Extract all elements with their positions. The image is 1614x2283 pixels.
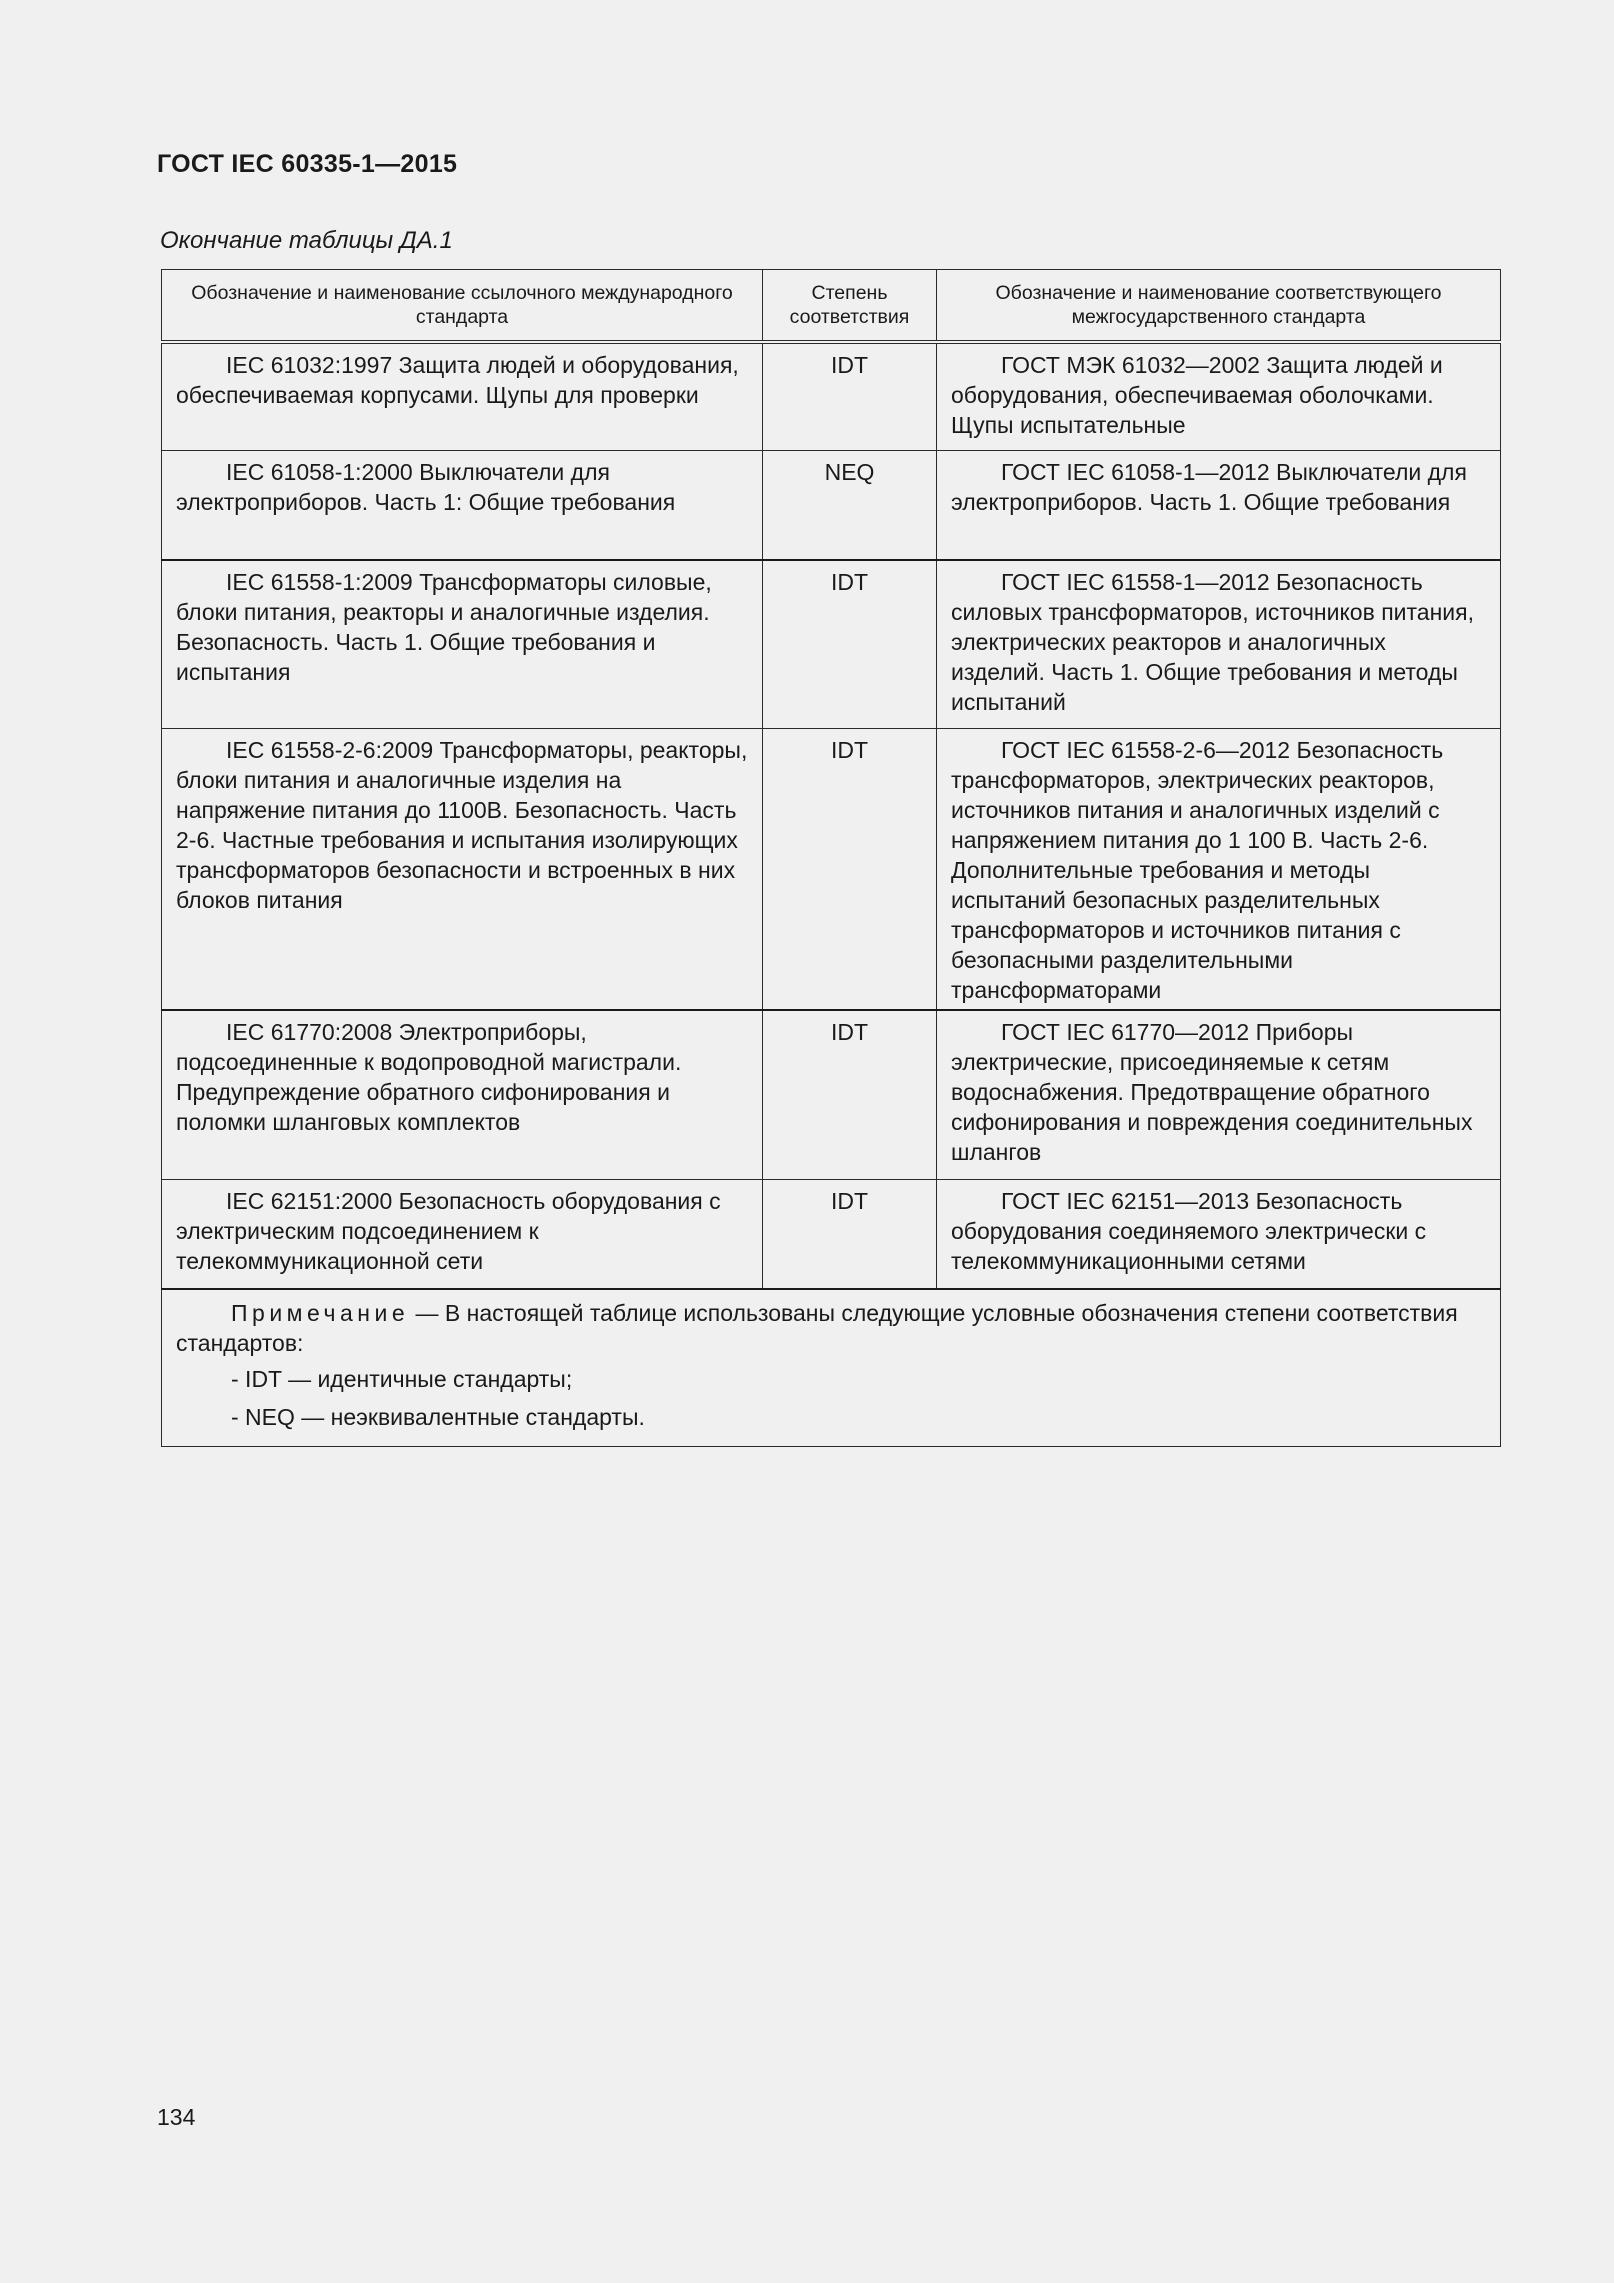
- column-header-degree: Степень соответствия: [763, 270, 937, 342]
- page-number: 134: [157, 2104, 196, 2130]
- note-item-idt: - IDT — идентичные стандарты;: [231, 1366, 573, 1392]
- table-row: [162, 1179, 1501, 1289]
- table-row: [162, 729, 1501, 1011]
- reference-standard-cell: IEC 61032:1997 Защита людей и оборудования, обеспечиваемая корпусами. Щупы для проверки: [162, 342, 763, 451]
- reference-standard-cell: IEC 61770:2008 Электроприборы, подсоединенные к водопроводной магистрали. Предупреждение обратного сифонирования и поломки шланговых комплектов: [162, 1010, 763, 1179]
- reference-standard-cell: IEC 61558-1:2009 Трансформаторы силовые, блоки питания, реакторы и аналогичные изделия. Безопасность. Часть 1. Общие требования и испытания: [162, 560, 763, 729]
- table-note: [162, 1289, 1501, 1447]
- note-item-neq: - NEQ — неэквивалентные стандарты.: [231, 1404, 645, 1430]
- reference-standard-cell: IEC 61058-1:2000 Выключатели для электроприборов. Часть 1: Общие требования: [162, 451, 763, 560]
- degree-cell: IDT: [763, 1179, 937, 1289]
- table-caption: Окончание таблицы ДА.1: [160, 227, 453, 254]
- table-header-row: [162, 270, 1501, 342]
- column-header-interstate-standard: Обозначение и наименование соответствующего межгосударственного стандарта: [937, 270, 1501, 342]
- reference-standard-cell: IEC 61558-2-6:2009 Трансформаторы, реакторы, блоки питания и аналогичные изделия на напряжение питания до 1100В. Безопасность. Часть 2-6. Частные требования и испытания изолирующих трансформаторов безопасности и встроенных в них блоков питания: [162, 729, 763, 1011]
- table-row: [162, 451, 1501, 560]
- degree-cell: NEQ: [763, 451, 937, 560]
- table-row: [162, 342, 1501, 451]
- interstate-standard-cell: ГОСТ IEC 61558-1—2012 Безопасность силовых трансформаторов, источников питания, электрических реакторов и аналогичных изделий. Часть 1. Общие требования и методы испытаний: [937, 560, 1501, 729]
- degree-cell: IDT: [763, 342, 937, 451]
- table-note-row: [162, 1289, 1501, 1447]
- interstate-standard-cell: ГОСТ IEC 62151—2013 Безопасность оборудования соединяемого электрически с телекоммуникационными сетями: [937, 1179, 1501, 1289]
- document-title: ГОСТ IEC 60335-1—2015: [157, 150, 458, 178]
- table-row: [162, 1010, 1501, 1179]
- note-body: — В настоящей таблице использованы следующие условные обозначения степени соответствия стандартов:: [176, 1300, 1458, 1356]
- degree-cell: IDT: [763, 729, 937, 1011]
- interstate-standard-cell: ГОСТ IEC 61058-1—2012 Выключатели для электроприборов. Часть 1. Общие требования: [937, 451, 1501, 560]
- interstate-standard-cell: ГОСТ IEC 61558-2-6—2012 Безопасность трансформаторов, электрических реакторов, источников питания и аналогичных изделий с напряжением питания до 1 100 В. Часть 2-6. Дополнительные требования и методы испытаний безопасных разделительных трансформаторов и источников питания с безопасными разделительными трансформаторами: [937, 729, 1501, 1011]
- column-header-reference-standard: Обозначение и наименование ссылочного международного стандарта: [162, 270, 763, 342]
- standards-table: [161, 269, 1501, 1447]
- table-row: [162, 560, 1501, 729]
- interstate-standard-cell: ГОСТ МЭК 61032—2002 Защита людей и оборудования, обеспечиваемая оболочками. Щупы испытательные: [937, 342, 1501, 451]
- note-label: Примечание: [231, 1300, 410, 1326]
- degree-cell: IDT: [763, 1010, 937, 1179]
- degree-cell: IDT: [763, 560, 937, 729]
- note-text: [176, 1298, 1486, 1358]
- reference-standard-cell: IEC 62151:2000 Безопасность оборудования с электрическим подсоединением к телекоммуникационной сети: [162, 1179, 763, 1289]
- interstate-standard-cell: ГОСТ IEC 61770—2012 Приборы электрические, присоединяемые к сетям водоснабжения. Предотвращение обратного сифонирования и повреждения соединительных шлангов: [937, 1010, 1501, 1179]
